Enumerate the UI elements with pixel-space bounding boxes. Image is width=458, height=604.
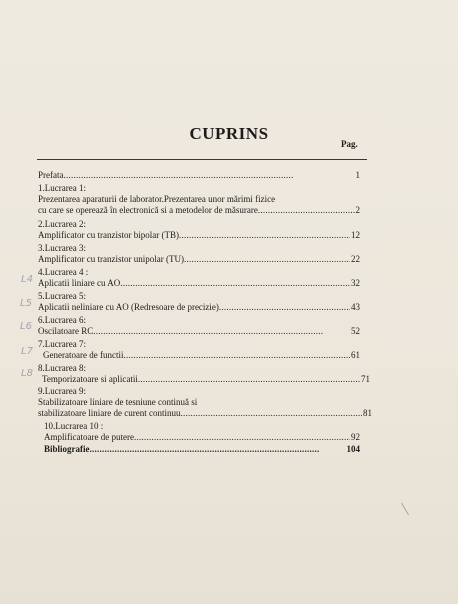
toc-entry: Generatoare de functii . . . 61 bbox=[43, 350, 360, 361]
handwritten-note: L8 bbox=[21, 368, 33, 379]
toc-heading: 1.Lucrarea 1: bbox=[38, 183, 86, 193]
handwritten-note: L6 bbox=[20, 321, 32, 332]
page-column-header: Pag. bbox=[341, 139, 358, 149]
toc-heading: 8.Lucrarea 8: bbox=[38, 363, 86, 373]
toc-heading: 7.Lucrarea 7: bbox=[38, 339, 86, 349]
toc-heading: 10.Lucrarea 10 : bbox=[44, 421, 104, 431]
toc-entry: cu care se operează în electronică si a metodelor de măsurare . . . 2 bbox=[38, 205, 360, 216]
page-title: CUPRINS bbox=[189, 124, 269, 143]
toc-heading: 9.Lucrarea 9: bbox=[38, 386, 86, 396]
toc-entry: Aplicatii neliniare cu AO (Redresoare de precizie) . . . 43 bbox=[38, 302, 360, 313]
toc-text: Stabilizatoare liniare de tesniune continuă si bbox=[38, 397, 198, 407]
toc-heading: 2.Lucrarea 2: bbox=[38, 219, 86, 229]
toc-entry: Aplicatii liniare cu AO . . . 32 bbox=[38, 278, 360, 289]
toc-entry: stabilizatoare liniare de curent continuu . . . 81 bbox=[38, 408, 372, 419]
handwritten-note: L5 bbox=[20, 298, 32, 309]
toc-entry: Amplificator cu tranzistor unipolar (TU) . . . 22 bbox=[38, 254, 360, 265]
toc-entry: Temporizatoare si aplicatii . . . 71 bbox=[42, 374, 370, 385]
toc-entry-bibliography: Bibliografie . . . 104 bbox=[44, 444, 360, 455]
toc-heading: 6.Lucrarea 6: bbox=[38, 315, 86, 325]
handwritten-note: L4 bbox=[21, 274, 33, 285]
handwritten-note: L7 bbox=[21, 346, 33, 357]
toc-heading: 5.Lucrarea 5: bbox=[38, 291, 86, 301]
toc-entry: Amplificatoare de putere . . . 92 bbox=[44, 432, 360, 443]
toc-entry: Prefata . . . 1 bbox=[38, 170, 360, 181]
toc-text: Prezentarea aparaturii de laborator.Prezentarea unor mărimi fizice bbox=[38, 194, 276, 204]
toc-heading: 4.Lucrarea 4 : bbox=[38, 267, 89, 277]
toc-entry: Oscilatoare RC . . . 52 bbox=[38, 326, 360, 337]
toc-heading: 3.Lucrarea 3: bbox=[38, 243, 86, 253]
toc-entry: Amplificator cu tranzistor bipolar (TB) . . . 12 bbox=[38, 230, 360, 241]
